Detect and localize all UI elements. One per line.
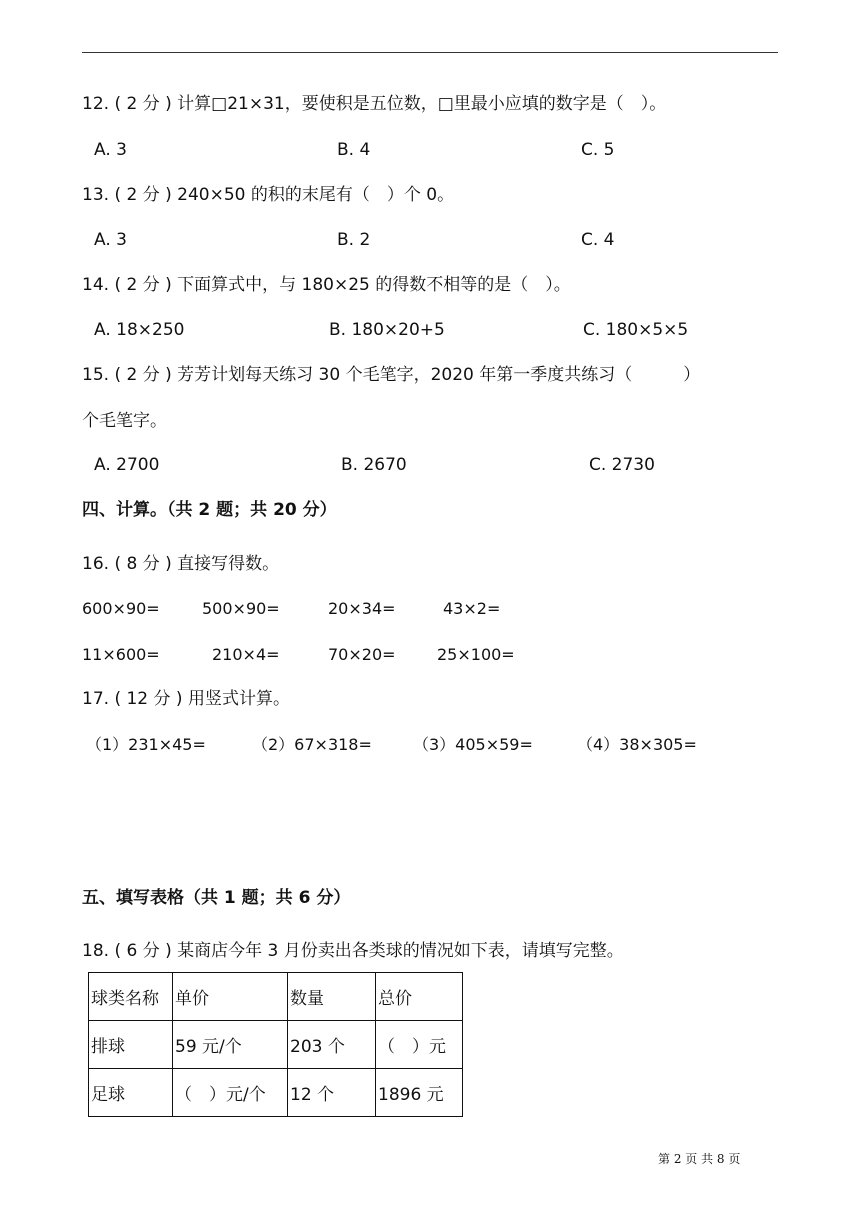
question-15-stem-line1: 15. ( 2 分 ) 芳芳计划每天练习 30 个毛笔字，2020 年第一季度共练习（ ） — [82, 365, 701, 385]
q15-option-b[interactable]: B. 2670 — [341, 455, 407, 475]
q16-row2-item1: 11×600= — [82, 645, 160, 664]
q16-row2-item2: 210×4= — [212, 645, 280, 664]
q13-option-c[interactable]: C. 4 — [581, 230, 615, 250]
table-cell-blank-price[interactable]: （ ）元/个 — [173, 1069, 288, 1117]
q12-option-c[interactable]: C. 5 — [581, 140, 615, 160]
question-16-stem: 16. ( 8 分 ) 直接写得数。 — [82, 554, 280, 574]
q14-option-b[interactable]: B. 180×20+5 — [329, 320, 445, 340]
page-number: 第 2 页 共 8 页 — [658, 1152, 741, 1166]
table-header-cell: 单价 — [173, 973, 288, 1021]
q16-row2-item4: 25×100= — [437, 645, 515, 664]
table-header-cell: 总价 — [376, 973, 463, 1021]
table-cell-blank-total[interactable]: （ ）元 — [376, 1021, 463, 1069]
q17-item1: （1）231×45= — [86, 735, 206, 754]
table-row — [89, 1021, 463, 1069]
table-cell: 排球 — [89, 1021, 173, 1069]
table-cell: 203 个 — [288, 1021, 376, 1069]
table-header-cell: 数量 — [288, 973, 376, 1021]
table-row — [89, 1069, 463, 1117]
q12-option-b[interactable]: B. 4 — [337, 140, 371, 160]
q15-option-a[interactable]: A. 2700 — [94, 455, 160, 475]
section-4-title: 四、计算。（共 2 题；共 20 分） — [82, 500, 337, 520]
q14-option-c[interactable]: C. 180×5×5 — [583, 320, 689, 340]
header-rule — [82, 52, 778, 53]
question-18-stem: 18. ( 6 分 ) 某商店今年 3 月份卖出各类球的情况如下表，请填写完整。 — [82, 941, 624, 961]
q12-option-a[interactable]: A. 3 — [94, 140, 127, 160]
q14-option-a[interactable]: A. 18×250 — [94, 320, 185, 340]
table-header-row — [89, 973, 463, 1021]
table-cell: 1896 元 — [376, 1069, 463, 1117]
question-14-stem: 14. ( 2 分 ) 下面算式中，与 180×25 的得数不相等的是（ ）。 — [82, 275, 571, 295]
q16-row1-item1: 600×90= — [82, 599, 160, 618]
question-13-stem: 13. ( 2 分 ) 240×50 的积的末尾有（ ）个 0。 — [82, 185, 455, 205]
table-cell: 12 个 — [288, 1069, 376, 1117]
table-header-cell: 球类名称 — [89, 973, 173, 1021]
question-15-stem-line2: 个毛笔字。 — [82, 411, 167, 431]
q17-item4: （4）38×305= — [577, 735, 697, 754]
table-cell: 59 元/个 — [173, 1021, 288, 1069]
q17-item3: （3）405×59= — [413, 735, 533, 754]
q15-option-c[interactable]: C. 2730 — [589, 455, 655, 475]
question-12-stem: 12. ( 2 分 ) 计算□21×31，要使积是五位数，□里最小应填的数字是（ ）。 — [82, 94, 667, 114]
section-5-title: 五、填写表格（共 1 题；共 6 分） — [82, 888, 351, 908]
ball-sales-table — [88, 972, 463, 1117]
q16-row1-item3: 20×34= — [328, 599, 396, 618]
table-cell: 足球 — [89, 1069, 173, 1117]
q16-row2-item3: 70×20= — [328, 645, 396, 664]
q13-option-b[interactable]: B. 2 — [337, 230, 371, 250]
q16-row1-item4: 43×2= — [443, 599, 501, 618]
q17-item2: （2）67×318= — [252, 735, 372, 754]
question-17-stem: 17. ( 12 分 ) 用竖式计算。 — [82, 689, 290, 709]
q16-row1-item2: 500×90= — [202, 599, 280, 618]
q13-option-a[interactable]: A. 3 — [94, 230, 127, 250]
